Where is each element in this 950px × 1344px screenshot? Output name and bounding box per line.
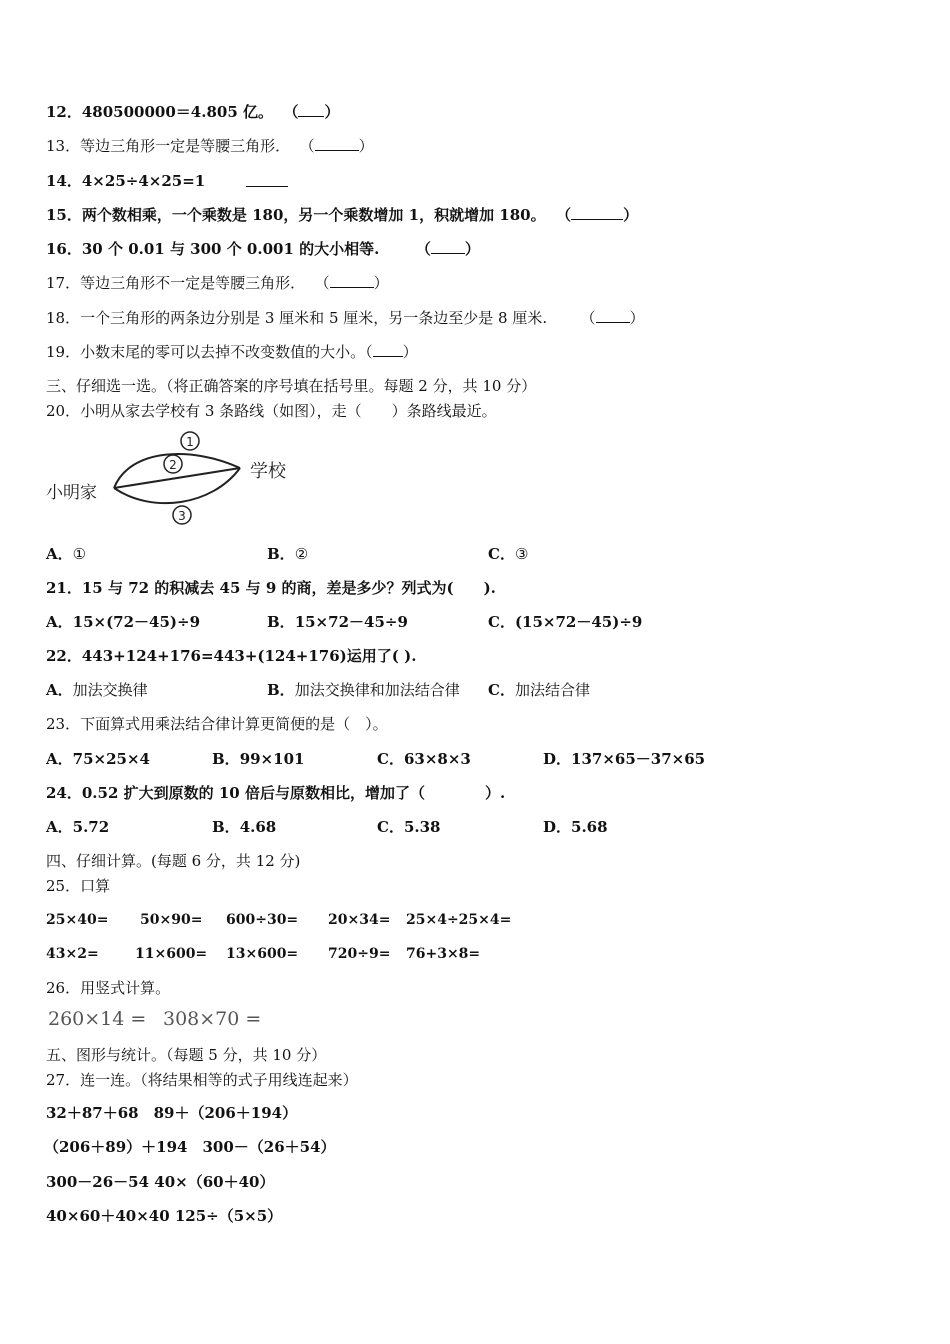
q22-option-b[interactable] xyxy=(267,680,460,700)
option-text: 4.68 xyxy=(239,818,277,836)
option-label: D． xyxy=(543,818,572,836)
option-label: A． xyxy=(46,681,73,699)
option-text: 加法交换律和加法结合律 xyxy=(294,681,460,699)
paren-open: （ xyxy=(314,274,330,292)
option-text: 5.38 xyxy=(403,818,441,836)
route-1-number: 1 xyxy=(186,435,194,449)
option-text: 15×72－45÷9 xyxy=(294,613,408,631)
question-text: 等边三角形不一定是等腰三角形． xyxy=(80,274,306,292)
paren-open: （ xyxy=(415,240,431,258)
mental-calc-item: 13×600= xyxy=(226,946,299,962)
question-text: 480500000＝4.805 亿。 xyxy=(81,103,274,121)
question-number: 13． xyxy=(46,137,81,155)
question-22-stem: 22．443+124+176=443+(124+176)运用了( ). xyxy=(46,647,417,665)
paren-open: （ xyxy=(283,103,299,121)
route-diagram xyxy=(42,428,304,530)
answer-blank[interactable] xyxy=(298,102,324,117)
question-text: 4×25÷4×25=1 xyxy=(81,172,206,190)
mental-calc-item: 600÷30= xyxy=(226,912,299,928)
option-label: A． xyxy=(46,818,73,836)
matching-row: 300－26－54 40×（60＋40） xyxy=(46,1173,275,1191)
section-title-3: 三、仔细选一选。（将正确答案的序号填在括号里。每题 2 分，共 10 分） xyxy=(46,377,537,395)
option-label: D． xyxy=(543,750,572,768)
q23-option-d[interactable] xyxy=(543,749,705,769)
option-text: ③ xyxy=(514,545,529,563)
mental-calc-item: 11×600= xyxy=(135,946,208,962)
question-24-stem: 24．0.52 扩大到原数的 10 倍后与原数相比，增加了（ ）. xyxy=(46,784,506,802)
q23-option-a[interactable] xyxy=(46,749,150,769)
mental-calc-item: 25×4÷25×4= xyxy=(406,912,512,928)
option-label: B． xyxy=(212,818,240,836)
paren-open: （ xyxy=(365,343,373,361)
option-label: C． xyxy=(488,613,515,631)
q22-option-c[interactable] xyxy=(488,680,590,700)
q24-option-c[interactable] xyxy=(377,817,441,837)
question-20-stem: 20．小明从家去学校有 3 条路线（如图），走（ ）条路线最近。 xyxy=(46,402,497,420)
answer-blank[interactable] xyxy=(330,273,374,288)
option-text: 加法交换律 xyxy=(72,681,148,699)
answer-blank[interactable] xyxy=(431,239,465,254)
answer-blank[interactable] xyxy=(246,172,288,187)
mental-calc-item: 76+3×8= xyxy=(406,946,481,962)
question-number: 18． xyxy=(46,309,81,327)
q23-option-c[interactable] xyxy=(377,749,471,769)
question-23-stem: 23．下面算式用乘法结合律计算更简便的是（ ）。 xyxy=(46,715,388,733)
answer-blank[interactable] xyxy=(596,308,630,323)
mental-calc-item: 50×90= xyxy=(140,912,203,928)
mental-calc-item: 20×34= xyxy=(328,912,391,928)
question-25-stem: 25．口算 xyxy=(46,877,111,895)
paren-close: ） xyxy=(324,103,340,121)
question-14 xyxy=(46,171,205,191)
paren-open: （ xyxy=(580,309,596,327)
question-21-stem: 21．15 与 72 的积减去 45 与 9 的商，差是多少？列式为( ). xyxy=(46,579,496,597)
matching-row: 40×60＋40×40 125÷（5×5） xyxy=(46,1207,283,1225)
question-16 xyxy=(46,239,480,259)
question-13 xyxy=(46,136,374,156)
option-text: 加法结合律 xyxy=(514,681,590,699)
vertical-calc-item: 260×14 = xyxy=(48,1008,147,1030)
question-text: 小数末尾的零可以去掉不改变数值的大小。 xyxy=(80,343,366,361)
paren-open: （ xyxy=(299,137,315,155)
option-label: B． xyxy=(267,613,295,631)
option-label: C． xyxy=(377,750,404,768)
paren-close: ） xyxy=(623,206,639,224)
q22-option-a[interactable] xyxy=(46,680,148,700)
mental-calc-item: 43×2= xyxy=(46,946,99,962)
question-text: 一个三角形的两条边分别是 3 厘米和 5 厘米，另一条边至少是 8 厘米. xyxy=(80,309,548,327)
option-label: B． xyxy=(267,681,295,699)
question-number: 15． xyxy=(46,206,82,224)
q21-option-a[interactable] xyxy=(46,612,200,632)
question-number: 16． xyxy=(46,240,82,258)
option-text: 15×(72－45)÷9 xyxy=(72,613,201,631)
answer-blank[interactable] xyxy=(315,136,359,151)
option-label: A． xyxy=(46,750,73,768)
question-18 xyxy=(46,308,645,328)
q20-option-a[interactable] xyxy=(46,544,86,564)
home-label: 小明家 xyxy=(46,483,97,503)
q24-option-b[interactable] xyxy=(212,817,276,837)
question-number: 12． xyxy=(46,103,82,121)
section-title-4: 四、仔细计算。(每题 6 分，共 12 分) xyxy=(46,852,301,870)
option-text: ② xyxy=(294,545,309,563)
option-label: C． xyxy=(488,681,515,699)
question-number: 14． xyxy=(46,172,82,190)
question-17 xyxy=(46,273,389,293)
option-text: 5.72 xyxy=(72,818,110,836)
option-label: C． xyxy=(377,818,404,836)
paren-close: ） xyxy=(358,137,374,155)
option-text: ① xyxy=(72,545,87,563)
school-label: 学校 xyxy=(250,461,286,482)
question-text: 两个数相乘，一个乘数是 180，另一个乘数增加 1，积就增加 180。 xyxy=(81,206,546,224)
q21-option-c[interactable] xyxy=(488,612,642,632)
mental-calc-item: 25×40= xyxy=(46,912,109,928)
q24-option-d[interactable] xyxy=(543,817,608,837)
option-text: 63×8×3 xyxy=(403,750,471,768)
question-number: 17． xyxy=(46,274,81,292)
option-label: B． xyxy=(267,545,295,563)
paren-close: ） xyxy=(402,343,418,361)
q24-option-a[interactable] xyxy=(46,817,109,837)
paren-close: ） xyxy=(629,309,645,327)
answer-blank[interactable] xyxy=(571,205,623,220)
option-label: A． xyxy=(46,613,73,631)
option-text: (15×72－45)÷9 xyxy=(514,613,643,631)
question-26-stem: 26．用竖式计算。 xyxy=(46,979,171,997)
answer-blank[interactable] xyxy=(373,342,403,357)
route-2-number: 2 xyxy=(169,458,177,472)
paren-close: ） xyxy=(373,274,389,292)
option-text: 75×25×4 xyxy=(72,750,150,768)
question-27-stem: 27．连一连。（将结果相等的式子用线连起来） xyxy=(46,1071,358,1089)
mental-calc-item: 720÷9= xyxy=(328,946,391,962)
option-label: C． xyxy=(488,545,515,563)
route-3-number: 3 xyxy=(178,509,186,523)
vertical-calc-item: 308×70 = xyxy=(163,1008,262,1030)
paren-open: （ xyxy=(556,206,572,224)
question-text: 等边三角形一定是等腰三角形． xyxy=(80,137,291,155)
matching-row: 32＋87＋68 89＋（206＋194） xyxy=(46,1104,298,1122)
q20-option-b[interactable] xyxy=(267,544,308,564)
q21-option-b[interactable] xyxy=(267,612,408,632)
q20-option-c[interactable] xyxy=(488,544,528,564)
question-text: 30 个 0.01 与 300 个 0.001 的大小相等. xyxy=(81,240,380,258)
matching-row: （206＋89）＋194 300－（26＋54） xyxy=(44,1138,336,1156)
option-label: B． xyxy=(212,750,240,768)
question-number: 19． xyxy=(46,343,81,361)
question-19 xyxy=(46,342,418,362)
question-12 xyxy=(46,102,340,122)
option-text: 5.68 xyxy=(571,818,608,836)
option-text: 99×101 xyxy=(239,750,305,768)
section-title-5: 五、图形与统计。（每题 5 分，共 10 分） xyxy=(46,1046,327,1064)
q23-option-b[interactable] xyxy=(212,749,304,769)
paren-close: ） xyxy=(464,240,480,258)
question-15 xyxy=(46,205,638,225)
option-label: A． xyxy=(46,545,73,563)
option-text: 137×65－37×65 xyxy=(571,750,706,768)
